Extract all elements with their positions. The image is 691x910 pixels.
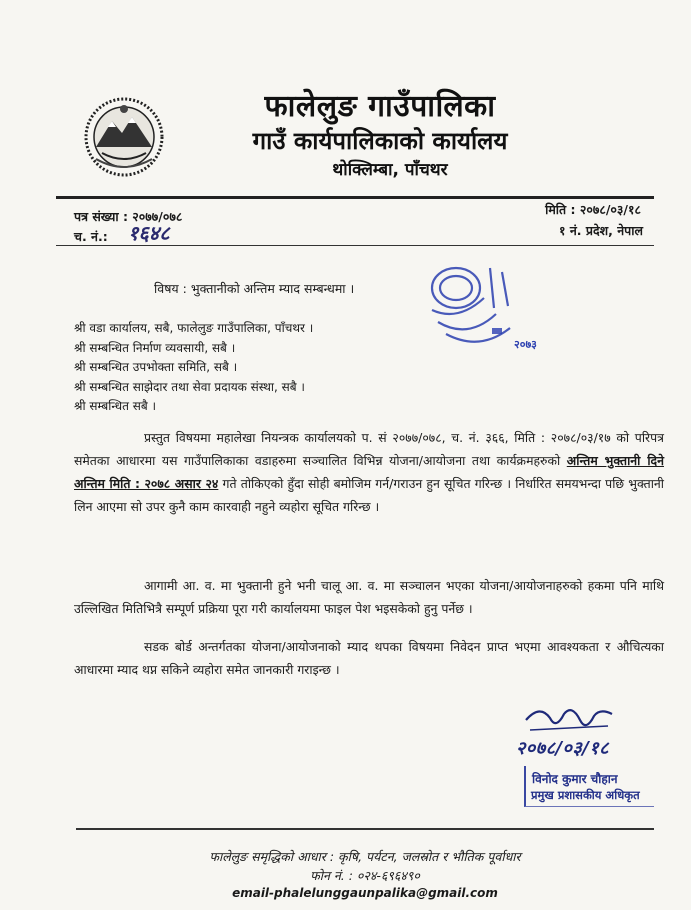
meta-divider	[56, 245, 654, 246]
recipient-item: श्री सम्बन्धित उपभोक्ता समिति, सबै ।	[74, 360, 238, 374]
header-divider	[56, 196, 654, 199]
footer-divider	[76, 828, 654, 830]
nepal-emblem-icon	[82, 95, 166, 179]
recipient-item: श्री सम्बन्धित साझेदार तथा सेवा प्रदायक संस्था, सबै ।	[74, 379, 305, 394]
recipient-item: श्री वडा कार्यालय, सबै, फालेलुङ गाउँपालिका, पाँचथर ।	[74, 321, 314, 335]
letter-date: मिति : २०७८/०३/१८	[545, 202, 641, 217]
footer-phone: फोन नं. : ०२४-६९६४९०	[310, 868, 420, 883]
dispatch-number-handwritten: १६४८	[128, 221, 170, 245]
body-paragraph-3: सडक बोर्ड अन्तर्गतका योजना/आयोजनाको म्याद थपका विषयमा निवेदन प्राप्त भएमा आवश्यकता र औचित्यका आधारमा म्याद थप्न सकिने व्यहोरा समेत जानकारी गराइन्छ ।	[74, 639, 664, 677]
reference-number: पत्र संख्या : २०७७/०७८	[74, 209, 183, 224]
signatory-title: प्रमुख प्रशासकीय अधिकृत	[531, 788, 640, 802]
para1-end: गते तोकिएको हुँदा सोही बमोजिम गर्न/गराउन हुन सूचित गरिन्छ । निर्धारित समयभन्दा पछि भुक्तानी लिन आएमा सो उपर कुनै काम कारवाही नहुने व्यहोरा सूचित गरिन्छ ।	[74, 476, 665, 514]
office-title: गाउँ कार्यपालिकाको कार्यालय	[252, 127, 508, 155]
deadline-highlight: अन्तिम भुक्तानी दिने अन्तिम मिति : २०७८ असार २४	[74, 453, 664, 491]
municipality-title: फालेलुङ गाउँपालिका	[264, 89, 496, 124]
body-paragraph-2: आगामी आ. व. मा भुक्तानी हुने भनी चालू आ. व. मा सञ्चालन भएका योजना/आयोजनाहरुको हकमा पनि माथि उल्लिखित मितिभित्रै सम्पूर्ण प्रक्रिया पूरा गरी कार्यालयमा फाइल पेश भइसकेको हुनु पर्नेछ ।	[74, 578, 664, 616]
signatory-name: विनोद कुमार चौहान	[532, 772, 618, 786]
letter-subject: विषय : भुक्तानीको अन्तिम म्याद सम्बन्धमा ।	[154, 281, 355, 296]
dispatch-number-label: च. नं.:	[74, 229, 108, 244]
recipient-list	[74, 319, 313, 417]
footer-slogan: फालेलुङ समृद्धिको आधार : कृषि, पर्यटन, जलस्रोत र भौतिक पूर्वाधार	[209, 849, 521, 864]
stamp-year: २०७३	[514, 338, 537, 351]
province-address: १ नं. प्रदेश, नेपाल	[559, 223, 643, 238]
office-location: थोक्लिम्बा, पाँचथर	[332, 160, 448, 180]
para1-start: प्रस्तुत विषयमा महालेखा नियन्त्रक कार्यालयको प. सं २०७७/०७८, च. नं. ३६६, मिति : २०७८/०३/१७ को परिपत्र समेतका आधारमा यस गाउँपालिकाका वडाहरुमा सञ्चालित विभिन्न योजना/आयोजना तथा कार्यक्रमहरुको	[74, 430, 664, 468]
recipient-item: श्री सम्बन्धित निर्माण व्यवसायी, सबै ।	[74, 340, 236, 355]
footer-email: email-phalelunggaunpalika@gmail.com	[232, 886, 498, 900]
office-stamp-icon	[418, 258, 558, 358]
body-paragraph-1	[74, 426, 664, 518]
signature-date: २०७८/०३/१८	[516, 738, 610, 759]
recipient-item: श्री सम्बन्धित सबै ।	[74, 399, 157, 413]
